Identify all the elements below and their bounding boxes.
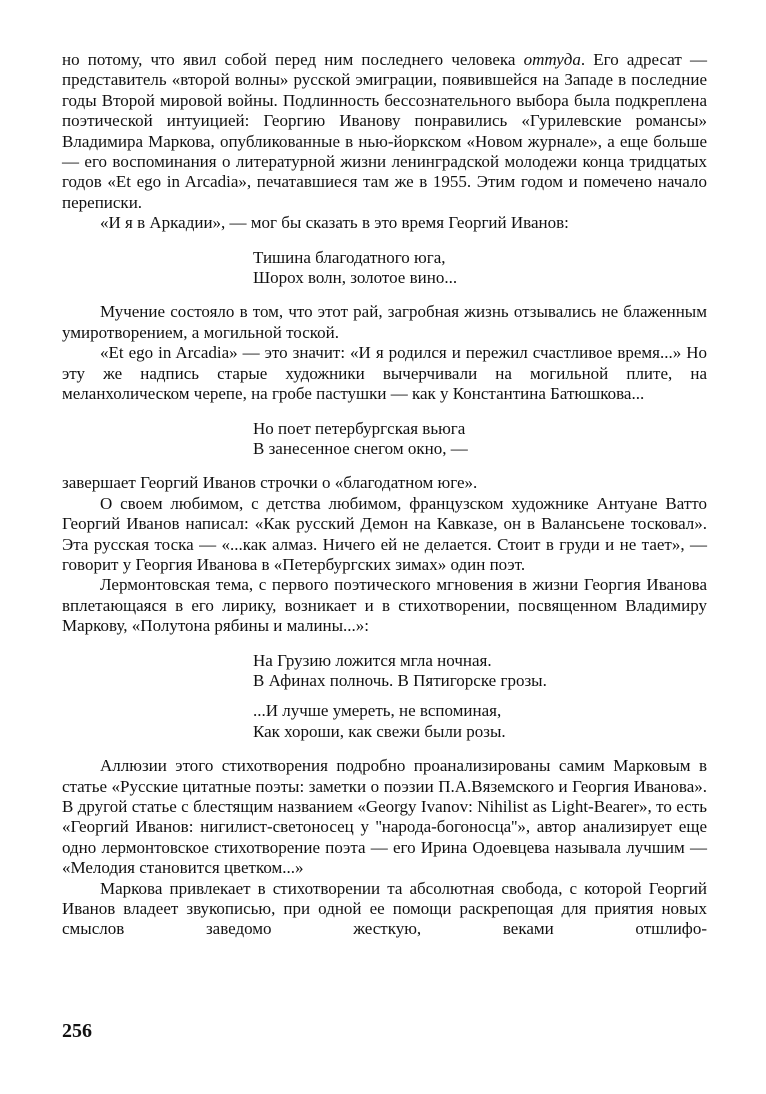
paragraph-4: «Et ego in Arcadia» — это значит: «И я родился и пережил счастливое время...» Но эту же надпись старые художники вычерчивали на могильной плите, на меланхолическом черепе, на гробе пастушки — как у Константина Батюшкова... bbox=[62, 343, 707, 404]
verse-line: ...И лучше умереть, не вспоминая, bbox=[253, 701, 502, 721]
verse-line: Тишина благодатного юга, bbox=[253, 247, 446, 267]
verse-2 bbox=[253, 419, 707, 460]
emphasis-ottuda: оттуда bbox=[523, 50, 581, 69]
verse-1 bbox=[253, 248, 707, 289]
verse-line: В Афинах полночь. В Пятигорске грозы. bbox=[253, 670, 547, 690]
verse-3 bbox=[253, 651, 707, 743]
page-body bbox=[62, 50, 707, 940]
paragraph-2: «И я в Аркадии», — мог бы сказать в это время Георгий Иванов: bbox=[100, 213, 569, 233]
paragraph-5: завершает Георгий Иванов строчки о «благодатном юге». bbox=[62, 473, 478, 493]
verse-line: Шорох волн, золотое вино... bbox=[253, 268, 458, 288]
paragraph-9: Маркова привлекает в стихотворении та абсолютная свобода, с которой Георгий Иванов владеет звукописью, при одной ее помощи раскрепощая для приятия новых смыслов заведомо жесткую, веками отшлифо- bbox=[62, 878, 707, 939]
verse-line: В занесенное снегом окно, — bbox=[253, 438, 468, 458]
paragraph-1-text-a: но потому, что явил собой перед ним последнего человека bbox=[62, 50, 524, 69]
paragraph-7: Лермонтовская тема, с первого поэтического мгновения в жизни Георгия Иванова вплетающаяся в его лирику, возникает и в стихотворении, посвященном Владимиру Маркову, «Полутона рябины и малины...»: bbox=[62, 575, 707, 636]
stanza-gap bbox=[253, 691, 707, 701]
paragraph-1 bbox=[62, 50, 707, 213]
paragraph-1-text-b: . Его адресат — представитель «второй волны» русской эмиграции, появившейся на Западе в последние годы Второй мировой войны. Подлинность бессознательного выбора была подкреплена поэтической интуицией: Георгию Иванову понравились «Гурилевские романсы» Владимира Маркова, опубликованные в нью-йоркском «Новом журнале», а еще больше — его воспоминания о литературной жизни ленинградской молодежи конца тридцатых годов «Et ego in Arcadia», печатавшиеся там же в 1955. Этим годом и помечено начало переписки. bbox=[62, 50, 707, 212]
verse-line: На Грузию ложится мгла ночная. bbox=[253, 650, 492, 670]
verse-line: Но поет петербургская вьюга bbox=[253, 418, 466, 438]
paragraph-8: Аллюзии этого стихотворения подробно проанализированы самим Марковым в статье «Русские цитатные поэты: заметки о поэзии П.А.Вяземского и Георгия Иванова». В другой статье с блестящим названием «Georgy Ivanov: Nihilist as Light-Bearer», то есть «Георгий Иванов: нигилист-светоносец у ''народа-богоносца''», автор анализирует еще одно лермонтовское стихотворение поэта — его Ирина Одоевцева называла лучшим — «Мелодия становится цветком...» bbox=[62, 756, 707, 878]
page-number: 256 bbox=[62, 1020, 92, 1042]
verse-line: Как хороши, как свежи были розы. bbox=[253, 721, 506, 741]
paragraph-6: О своем любимом, с детства любимом, французском художнике Антуане Ватто Георгий Иванов написал: «Как русский Демон на Кавказе, он в Валансьене тосковал». Эта русская тоска — «...как алмаз. Ничего ей не делается. Стоит в груди и не тает», — говорит у Георгия Иванова в «Петербургских зимах» один поэт. bbox=[62, 493, 707, 574]
paragraph-3: Мучение состояло в том, что этот рай, загробная жизнь отзывались не блаженным умиротворением, а могильной тоской. bbox=[62, 302, 707, 342]
